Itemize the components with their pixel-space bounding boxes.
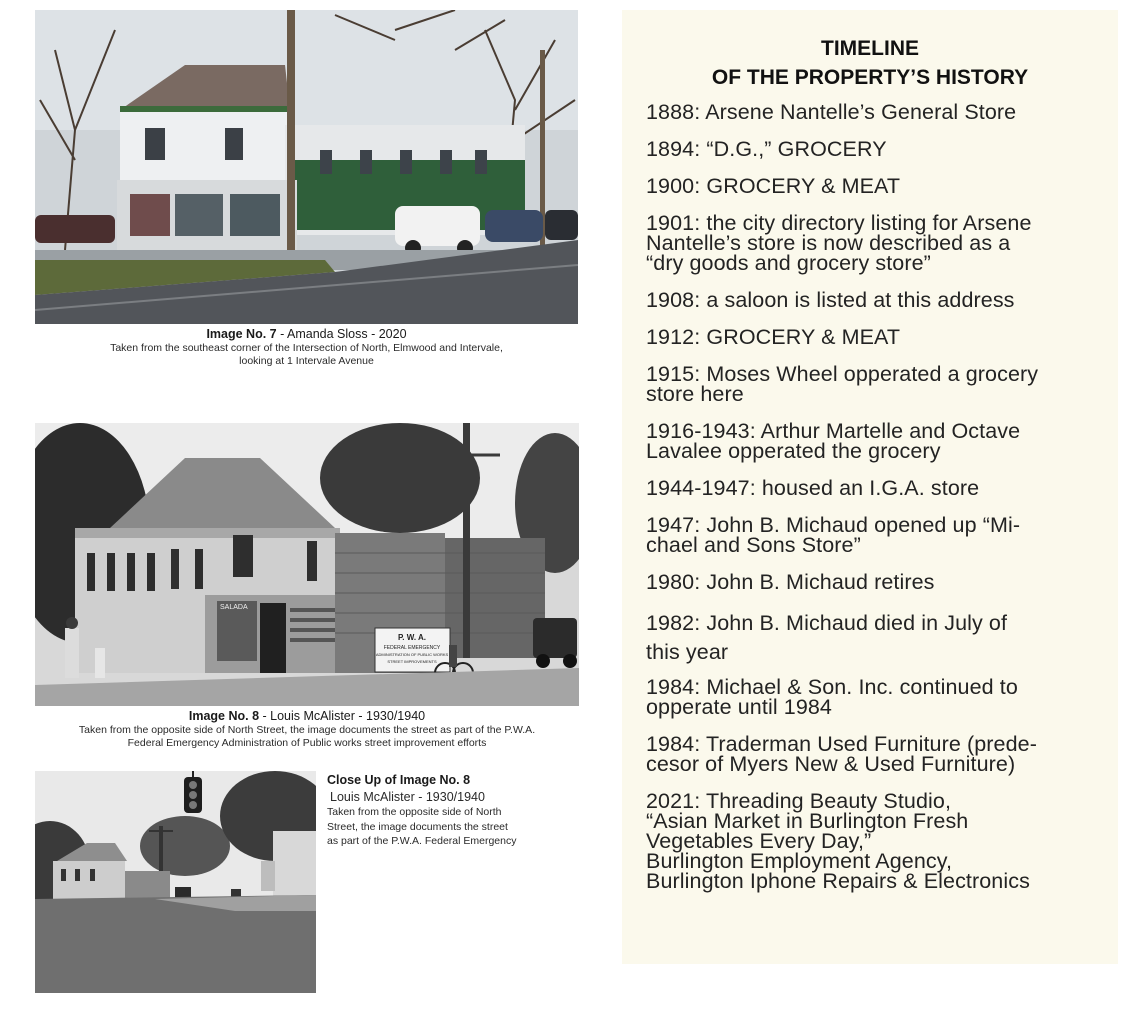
timeline-title	[622, 34, 1118, 92]
timeline-entry-line: Burlington Employment Agency,	[646, 849, 953, 873]
caption-image-8-line2: Federal Emergency Administration of Public works street improvement efforts	[127, 737, 487, 749]
timeline-entry-line: this year	[646, 640, 729, 664]
timeline-entry	[646, 364, 1098, 404]
timeline-entry	[646, 139, 1098, 159]
timeline-entry	[646, 515, 1098, 555]
timeline-entry-line: 1912: GROCERY & MEAT	[646, 325, 901, 349]
photo-image-7	[35, 10, 578, 324]
caption-image-7	[35, 326, 578, 368]
timeline-entry	[646, 176, 1098, 196]
timeline-entry-line: 1916-1943: Arthur Martelle and Octave	[646, 419, 1021, 443]
timeline-entry-line: “dry goods and grocery store”	[646, 251, 931, 275]
caption-image-7-line2: looking at 1 Intervale Avenue	[239, 355, 374, 367]
timeline-entry-line: 1980: John B. Michaud retires	[646, 570, 935, 594]
timeline-entry-line: “Asian Market in Burlington Fresh	[646, 809, 969, 833]
photo-shop-sign: SALADA	[220, 604, 248, 611]
photo-pwa-sign-line4: STREET IMPROVEMENTS	[387, 659, 437, 664]
timeline-entry-line: 1900: GROCERY & MEAT	[646, 174, 901, 198]
timeline-entry	[646, 734, 1098, 774]
caption-image-8	[30, 708, 584, 750]
timeline-entry	[646, 421, 1098, 461]
caption-closeup-title: Close Up of Image No. 8	[327, 773, 471, 787]
photo-pwa-sign-line1: P. W. A.	[397, 633, 427, 642]
timeline-entry-line: Vegetables Every Day,”	[646, 829, 872, 853]
timeline-entry-line: Burlington Iphone Repairs & Electronics	[646, 869, 1030, 893]
timeline-entry-line: chael and Sons Store”	[646, 533, 861, 557]
caption-image-8-heading	[30, 708, 584, 724]
timeline-list	[646, 102, 1118, 891]
timeline-entry	[646, 327, 1098, 347]
timeline-entry	[646, 213, 1098, 273]
timeline-entry	[646, 290, 1098, 310]
timeline-entry	[646, 102, 1098, 122]
caption-image-8-label: Image No. 8	[188, 709, 260, 723]
timeline-entry-line: 2021: Threading Beauty Studio,	[646, 789, 952, 813]
photo-closeup-image-8	[35, 771, 316, 993]
caption-closeup-credit: Louis McAlister - 1930/1940	[330, 790, 485, 804]
timeline-panel	[622, 10, 1118, 964]
caption-image-7-heading	[35, 326, 578, 342]
photo-pwa-sign-line2: FEDERAL EMERGENCY	[383, 645, 441, 651]
timeline-entry-line: store here	[646, 382, 744, 406]
timeline-entry-line: 1984: Traderman Used Furniture (prede-	[646, 732, 1037, 756]
timeline-entry-line: Nantelle’s store is now described as a	[646, 231, 1011, 255]
caption-image-7-credit: - Amanda Sloss - 2020	[276, 327, 407, 341]
timeline-entry-line: opperate until 1984	[646, 695, 832, 719]
caption-closeup-line1: Taken from the opposite side of North	[327, 806, 502, 818]
caption-image-7-label: Image No. 7	[206, 327, 277, 341]
timeline-entry-line: 1944-1947: housed an I.G.A. store	[646, 476, 980, 500]
caption-image-8-line1: Taken from the opposite side of North Street, the image documents the street as part of the P.W.A.	[78, 724, 536, 736]
caption-closeup	[327, 772, 557, 849]
timeline-entry-line: 1982: John B. Michaud died in July of	[646, 611, 1008, 635]
photo-pwa-sign-line3: ADMINISTRATION OF PUBLIC WORKS	[375, 652, 449, 657]
timeline-entry-line: 1888: Arsene Nantelle’s General Store	[646, 100, 1017, 124]
timeline-entry	[646, 791, 1098, 891]
timeline-entry-line: 1894: “D.G.,” GROCERY	[646, 137, 887, 161]
timeline-entry-line: Lavalee opperated the grocery	[646, 439, 941, 463]
timeline-title-line1: TIMELINE	[821, 37, 919, 60]
timeline-entry-line: cesor of Myers New & Used Furniture)	[646, 752, 1016, 776]
timeline-entry-line: 1947: John B. Michaud opened up “Mi-	[646, 513, 1021, 537]
caption-image-8-credit: - Louis McAlister - 1930/1940	[259, 709, 426, 723]
timeline-entry-line: 1908: a saloon is listed at this address	[646, 288, 1015, 312]
timeline-entry-line: 1984: Michael & Son. Inc. continued to	[646, 675, 1018, 699]
caption-image-7-line1: Taken from the southeast corner of the Intersection of North, Elmwood and Intervale,	[110, 342, 503, 354]
timeline-entry	[646, 478, 1098, 498]
photo-image-8	[35, 423, 579, 706]
caption-closeup-line2: Street, the image documents the street	[327, 820, 508, 833]
timeline-entry-line: 1901: the city directory listing for Arsene	[646, 211, 1032, 235]
timeline-entry	[646, 572, 1098, 592]
timeline-entry	[646, 677, 1098, 717]
caption-closeup-line3: as part of the P.W.A. Federal Emergency	[327, 835, 517, 847]
timeline-title-line2: OF THE PROPERTY’S HISTORY	[711, 66, 1029, 89]
timeline-entry-line: 1915: Moses Wheel opperated a grocery	[646, 362, 1039, 386]
timeline-entry	[646, 609, 1098, 667]
